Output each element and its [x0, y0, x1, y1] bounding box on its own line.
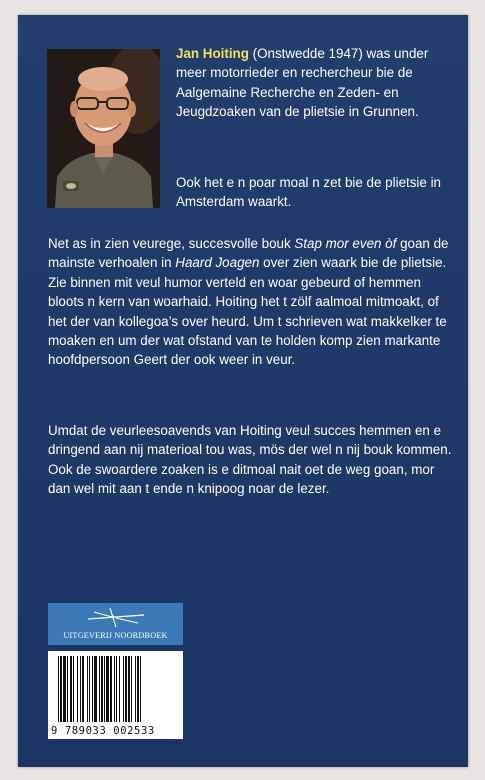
isbn-barcode: [48, 651, 183, 739]
author-bio-amsterdam: Ook het e n poar moal n zet bie de plietsie in Amsterdam waarkt.: [176, 175, 441, 210]
barcode-bar: [94, 656, 97, 722]
blurb-text-rest: over zien waark bie de plietsie. Zie binnen mit veul humor verteld en woar gebeurd of hemmen bloots n kern van woarhaid. Hoiting het t zölf aalmoal mitmoakt, of het der van kollegoa’s over heurd. Um t schrieven wat makkelker te moaken en um der wat ofstand van te holden komp zien markante hoofdpersoon Geert der ook weer in veur.: [48, 255, 447, 368]
barcode-bar: [114, 656, 115, 722]
barcode-bar: [92, 656, 93, 722]
blurb-paragraph-2: Umdat de veurleesoavends van Hoiting veul succes hemmen en e dringend aan nij materioal tou was, mös der wel n nij bouk kommen. Ook de swoardere zoaken is e ditmoal nait oet de weg goan, mor dan wel mit aan t ende n knipoog noar de lezer.: [48, 423, 452, 497]
author-bio-text: (Onstwedde 1947) was under meer motorrieder en rechercheur bie de Aalgemaine Recherche en Zeden- en Jeugdzoaken van de plietsie in Grunnen.: [176, 46, 429, 120]
barcode-bar: [73, 656, 74, 722]
barcode-bar: [70, 656, 72, 722]
barcode-bar: [104, 656, 105, 722]
book-title-previous: Stap mor even òf: [294, 236, 397, 251]
barcode-bar: [140, 656, 141, 722]
blurb-text-start: Net as in zien veurege, succesvolle bouk: [48, 236, 295, 251]
barcode-bar: [99, 656, 100, 722]
isbn-number: 9 789033 002533: [51, 725, 155, 737]
barcode-bar: [89, 656, 90, 722]
barcode-bar: [106, 656, 109, 722]
barcode-bar: [128, 656, 130, 722]
author-name: Jan Hoiting: [176, 46, 249, 61]
publisher-name: UITGEVERIJ NOORDBOEK: [63, 631, 168, 640]
book-title-current: Haard Joagen: [175, 255, 260, 271]
barcode-bar: [80, 656, 81, 722]
barcode-bar: [82, 656, 84, 722]
publisher-logo: [48, 603, 183, 645]
barcode-bar: [101, 656, 103, 722]
barcode-bar: [77, 656, 78, 722]
barcode-bar: [125, 656, 127, 722]
barcode-bar: [58, 656, 59, 722]
author-photo: [47, 49, 160, 208]
barcode-bar: [123, 656, 124, 722]
barcode-bar: [119, 656, 120, 722]
barcode-bar: [131, 656, 132, 722]
barcode-bar: [135, 656, 136, 722]
back-cover: [18, 15, 468, 767]
barcode-bar: [67, 656, 68, 722]
barcode-bar: [63, 656, 66, 722]
publisher-compass-icon: [86, 606, 146, 628]
author-bio: [176, 44, 458, 122]
barcode-bar: [110, 656, 112, 722]
blurb-text-mid: goan de mainste verhoalen in: [48, 236, 449, 271]
barcode-bar: [137, 656, 139, 722]
barcode-bar: [87, 656, 88, 722]
blurb-paragraph-1: [48, 234, 460, 370]
barcode-bar: [60, 656, 62, 722]
barcode-bars: [58, 656, 173, 722]
barcode-bar: [116, 656, 117, 722]
